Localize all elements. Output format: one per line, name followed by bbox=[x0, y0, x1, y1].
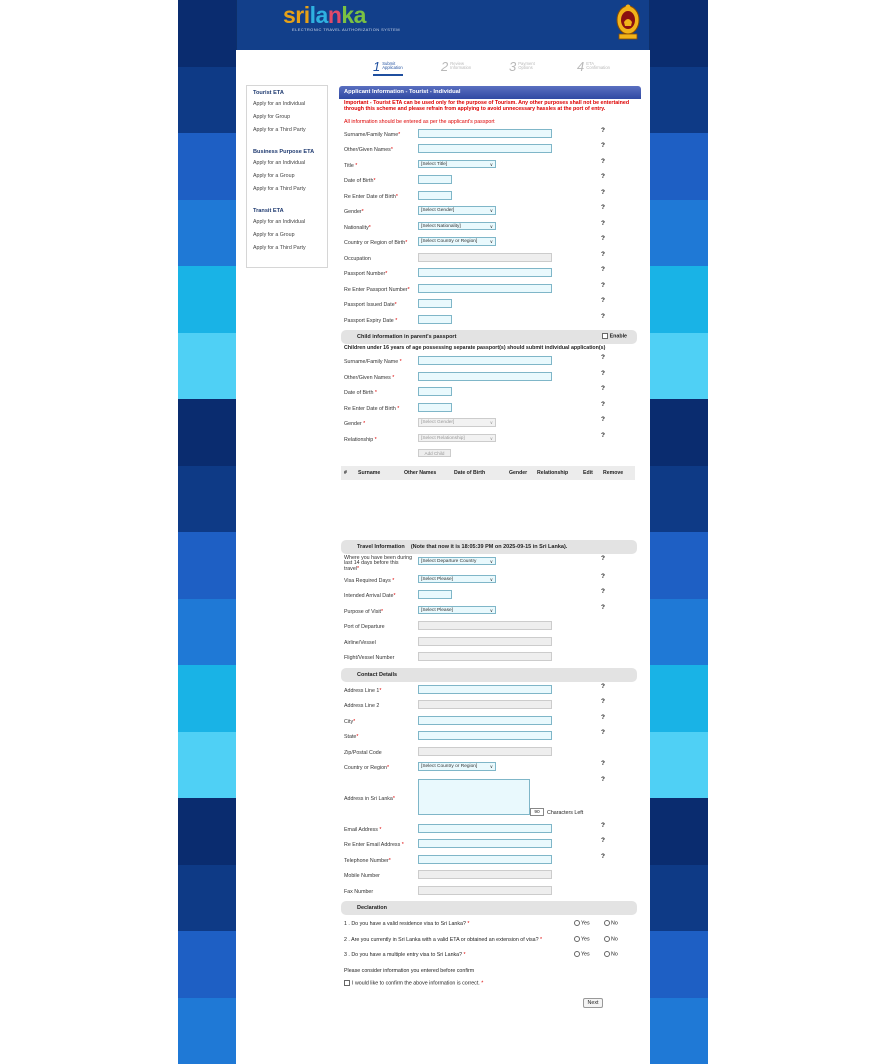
declaration-question: 3 . Do you have a multiple entry visa to Sri Lanka? * bbox=[344, 952, 466, 958]
help-icon[interactable]: ? bbox=[601, 220, 605, 227]
help-icon[interactable]: ? bbox=[601, 555, 605, 562]
step-label: Payment Options bbox=[518, 62, 535, 71]
passport-issued-label: Passport Issued Date* bbox=[344, 302, 397, 308]
declaration-question: 1 . Do you have a valid residence visa to Sri Lanka? * bbox=[344, 921, 469, 927]
help-icon[interactable]: ? bbox=[601, 760, 605, 767]
arrival-date-label: Intended Arrival Date* bbox=[344, 593, 396, 599]
step-2 bbox=[441, 60, 471, 76]
title-select[interactable]: [Select Title] ∨ bbox=[418, 160, 496, 169]
add-child-button[interactable]: Add Child bbox=[418, 449, 451, 457]
child-section-header: Child information in parent's passport Enable bbox=[341, 330, 637, 344]
help-icon[interactable]: ? bbox=[601, 142, 605, 149]
nationality-label: Nationality* bbox=[344, 225, 371, 231]
child-dob-input[interactable] bbox=[418, 387, 452, 396]
help-icon[interactable]: ? bbox=[601, 370, 605, 377]
state-input[interactable] bbox=[418, 731, 552, 740]
child-given-names-label: Other/Given Names * bbox=[344, 375, 394, 381]
airline-row bbox=[339, 635, 641, 651]
column-header: Edit bbox=[580, 470, 600, 476]
help-icon[interactable]: ? bbox=[601, 251, 605, 258]
email-label: Email Address * bbox=[344, 827, 381, 833]
declaration-q3 bbox=[339, 947, 641, 963]
dob-label: Date of Birth* bbox=[344, 178, 376, 184]
sidebar bbox=[246, 85, 328, 268]
surname-row bbox=[339, 127, 641, 143]
port-departure-input[interactable] bbox=[418, 621, 552, 630]
telephone-row bbox=[339, 853, 641, 869]
purpose-label: Purpose of Visit* bbox=[344, 609, 383, 615]
child-surname-label: Surname/Family Name * bbox=[344, 359, 402, 365]
passport-expiry-input[interactable] bbox=[418, 315, 452, 324]
background-band bbox=[178, 599, 236, 666]
re-passport-number-input[interactable] bbox=[418, 284, 552, 293]
flight-input[interactable] bbox=[418, 652, 552, 661]
progress-steps bbox=[373, 60, 638, 78]
surname-input[interactable] bbox=[418, 129, 552, 138]
passport-expiry-row bbox=[339, 313, 641, 329]
re-dob-input[interactable] bbox=[418, 191, 452, 200]
given-names-label: Other/Given Names* bbox=[344, 147, 393, 153]
next-row bbox=[339, 994, 641, 1014]
next-button[interactable]: Next bbox=[583, 998, 603, 1008]
where-row bbox=[339, 555, 641, 573]
help-icon[interactable]: ? bbox=[601, 776, 605, 783]
help-icon[interactable]: ? bbox=[601, 729, 605, 736]
step-4 bbox=[577, 60, 610, 76]
purpose-row bbox=[339, 604, 641, 620]
gender-row bbox=[339, 204, 641, 220]
travel-section-header: Travel Information (Note that now it is 18:05:39 PM on 2025-09-15 in Sri Lanka). bbox=[341, 540, 637, 554]
step-1 bbox=[373, 60, 403, 76]
yes-radio[interactable]: Yes bbox=[574, 920, 590, 926]
background-band bbox=[650, 865, 708, 932]
address2-input[interactable] bbox=[418, 700, 552, 709]
address1-input[interactable] bbox=[418, 685, 552, 694]
title-label: Title * bbox=[344, 163, 357, 169]
occupation-row bbox=[339, 251, 641, 267]
re-dob-row bbox=[339, 189, 641, 205]
declaration-q1 bbox=[339, 916, 641, 932]
contact-section-header: Contact Details bbox=[341, 668, 637, 682]
child-dob-row bbox=[339, 385, 641, 401]
background-band bbox=[650, 333, 708, 400]
dob-input[interactable] bbox=[418, 175, 452, 184]
background-band bbox=[650, 266, 708, 333]
sidebar-link[interactable]: Apply for Group bbox=[253, 114, 321, 127]
passport-issued-row bbox=[339, 297, 641, 313]
zip-label: Zip/Postal Code bbox=[344, 750, 382, 756]
country-row bbox=[339, 760, 641, 776]
background-band bbox=[178, 0, 236, 67]
logo-subtitle: ELECTRONIC TRAVEL AUTHORIZATION SYSTEM bbox=[292, 27, 400, 32]
gender-label: Gender* bbox=[344, 209, 364, 215]
background-band bbox=[178, 865, 236, 932]
background-band bbox=[178, 200, 236, 267]
state-label: State* bbox=[344, 734, 358, 740]
help-icon[interactable]: ? bbox=[601, 266, 605, 273]
background-band bbox=[650, 798, 708, 865]
re-email-label: Re Enter Email Address * bbox=[344, 842, 404, 848]
column-header: Date of Birth bbox=[451, 470, 506, 476]
address1-row bbox=[339, 683, 641, 699]
background-band bbox=[178, 266, 236, 333]
application-form bbox=[339, 86, 641, 1014]
step-3 bbox=[509, 60, 535, 76]
passport-number-label: Passport Number* bbox=[344, 271, 387, 277]
zip-input[interactable] bbox=[418, 747, 552, 756]
background-band bbox=[178, 931, 236, 998]
surname-label: Surname/Family Name* bbox=[344, 132, 400, 138]
port-departure-label: Port of Departure bbox=[344, 624, 385, 630]
site-header bbox=[236, 0, 650, 50]
enable-checkbox[interactable]: Enable bbox=[602, 333, 627, 339]
background-band bbox=[650, 67, 708, 134]
visa-days-label: Visa Required Days * bbox=[344, 578, 394, 584]
nationality-select[interactable]: [Select Nationality] ∨ bbox=[418, 222, 496, 231]
srilanka-logo: srilanka bbox=[283, 2, 366, 29]
declaration-q2 bbox=[339, 932, 641, 948]
declaration-question: 2 . Are you currently in Sri Lanka with a valid ETA or obtained an extension of visa? * bbox=[344, 937, 542, 943]
sidebar-section-title: Business Purpose ETA bbox=[253, 149, 321, 155]
passport-note: All information should be entered as per the applicant's passport bbox=[339, 117, 641, 127]
occupation-label: Occupation bbox=[344, 256, 371, 262]
column-header: Relationship bbox=[534, 470, 580, 476]
child-re-dob-row bbox=[339, 401, 641, 417]
help-icon[interactable]: ? bbox=[601, 822, 605, 829]
help-icon[interactable]: ? bbox=[601, 401, 605, 408]
add-child-row bbox=[339, 447, 641, 463]
country-select[interactable]: [Select Country or Region] ∨ bbox=[418, 762, 496, 771]
child-given-names-row bbox=[339, 370, 641, 386]
child-re-dob-input[interactable] bbox=[418, 403, 452, 412]
help-icon[interactable]: ? bbox=[601, 853, 605, 860]
panel-title: Applicant Information - Tourist - Individual bbox=[339, 86, 641, 99]
sidebar-section bbox=[253, 208, 321, 258]
tourism-warning: Important - Tourist ETA can be used only for the purpose of Tourism. Any other purposes shall not be entertained through this scheme and please refrain from applying to avoid unnecessary hassles at the port of entry. bbox=[339, 100, 641, 113]
help-icon[interactable]: ? bbox=[601, 837, 605, 844]
column-header: Surname bbox=[355, 470, 401, 476]
help-icon[interactable]: ? bbox=[601, 698, 605, 705]
background-band bbox=[650, 732, 708, 799]
confirm-checkbox[interactable]: I would like to confirm the above information is correct. * bbox=[344, 980, 483, 986]
child-relationship-label: Relationship * bbox=[344, 437, 377, 443]
sri-lanka-emblem-icon bbox=[615, 3, 641, 41]
background-band bbox=[178, 665, 236, 732]
fax-label: Fax Number bbox=[344, 889, 373, 895]
help-icon[interactable]: ? bbox=[601, 604, 605, 611]
help-icon[interactable]: ? bbox=[601, 714, 605, 721]
no-radio[interactable]: No bbox=[604, 920, 618, 926]
flight-row bbox=[339, 650, 641, 666]
birth-country-row bbox=[339, 235, 641, 251]
passport-number-row bbox=[339, 266, 641, 282]
background-band bbox=[178, 998, 236, 1064]
airline-input[interactable] bbox=[418, 637, 552, 646]
sidebar-link[interactable]: Apply for a Third Party bbox=[253, 245, 321, 258]
flight-label: Flight/Vessel Number bbox=[344, 655, 394, 661]
help-icon[interactable]: ? bbox=[601, 683, 605, 690]
sidebar-link[interactable]: Apply for a Group bbox=[253, 232, 321, 245]
help-icon[interactable]: ? bbox=[601, 354, 605, 361]
step-number: 1 bbox=[373, 60, 380, 73]
background-band bbox=[650, 133, 708, 200]
mobile-label: Mobile Number bbox=[344, 873, 380, 879]
address1-label: Address Line 1* bbox=[344, 688, 381, 694]
consider-row bbox=[339, 963, 641, 979]
address-sl-row bbox=[339, 776, 641, 822]
sidebar-section bbox=[253, 149, 321, 199]
where-select[interactable]: [Select Departure Country ∨ bbox=[418, 557, 496, 566]
child-relationship-select[interactable]: [Select Relationship] ∨ bbox=[418, 434, 496, 443]
child-relationship-row bbox=[339, 432, 641, 448]
child-gender-select[interactable]: [Select Gender] ∨ bbox=[418, 418, 496, 427]
background-band bbox=[178, 732, 236, 799]
yes-radio[interactable]: Yes bbox=[574, 936, 590, 942]
mobile-row bbox=[339, 868, 641, 884]
background-band bbox=[178, 133, 236, 200]
fax-row bbox=[339, 884, 641, 900]
child-given-names-input[interactable] bbox=[418, 372, 552, 381]
sidebar-link[interactable]: Apply for an Individual bbox=[253, 219, 321, 232]
child-re-dob-label: Re Enter Date of Birth * bbox=[344, 406, 399, 412]
nationality-row bbox=[339, 220, 641, 236]
child-note: Children under 16 years of age possessing separate passport(s) should submit individual application(s) bbox=[339, 345, 641, 354]
given-names-row bbox=[339, 142, 641, 158]
fax-input[interactable] bbox=[418, 886, 552, 895]
email-row bbox=[339, 822, 641, 838]
child-gender-label: Gender * bbox=[344, 421, 365, 427]
passport-issued-input[interactable] bbox=[418, 299, 452, 308]
sidebar-link[interactable]: Apply for a Third Party bbox=[253, 186, 321, 199]
step-label: Submit Application bbox=[382, 62, 403, 71]
address-sl-label: Address in Sri Lanka* bbox=[344, 796, 395, 802]
re-dob-label: Re Enter Date of Birth* bbox=[344, 194, 398, 200]
city-label: City* bbox=[344, 719, 355, 725]
gender-select[interactable]: [Select Gender] ∨ bbox=[418, 206, 496, 215]
child-table-header bbox=[341, 466, 635, 480]
background-band bbox=[650, 200, 708, 267]
left-background-bands bbox=[178, 0, 236, 1024]
help-icon[interactable]: ? bbox=[601, 416, 605, 423]
re-email-input[interactable] bbox=[418, 839, 552, 848]
column-header: Remove bbox=[600, 470, 630, 476]
background-band bbox=[650, 532, 708, 599]
sidebar-section-title: Tourist ETA bbox=[253, 90, 321, 96]
column-header: # bbox=[341, 470, 355, 476]
background-band bbox=[650, 0, 708, 67]
chars-left-label: Characters Left bbox=[547, 810, 583, 816]
telephone-input[interactable] bbox=[418, 855, 552, 864]
background-band bbox=[650, 931, 708, 998]
chars-left-counter: 90 bbox=[530, 808, 544, 816]
background-band bbox=[650, 399, 708, 466]
visa-days-select[interactable]: [Select Please] ∨ bbox=[418, 575, 496, 584]
given-names-input[interactable] bbox=[418, 144, 552, 153]
background-band bbox=[178, 67, 236, 134]
sidebar-link[interactable]: Apply for an Individual bbox=[253, 101, 321, 114]
help-icon[interactable]: ? bbox=[601, 158, 605, 165]
main-content bbox=[238, 50, 646, 1024]
column-header: Other Names bbox=[401, 470, 451, 476]
step-label: ETA Confirmation bbox=[586, 62, 610, 71]
birth-country-label: Country or Region of Birth* bbox=[344, 240, 407, 246]
step-number: 3 bbox=[509, 60, 516, 73]
zip-row bbox=[339, 745, 641, 761]
sidebar-section bbox=[253, 90, 321, 140]
child-table bbox=[341, 466, 635, 540]
title-row bbox=[339, 158, 641, 174]
background-band bbox=[650, 665, 708, 732]
background-band bbox=[650, 998, 708, 1064]
child-dob-label: Date of Birth * bbox=[344, 390, 377, 396]
passport-number-input[interactable] bbox=[418, 268, 552, 277]
birth-country-select[interactable]: [Select Country or Region] ∨ bbox=[418, 237, 496, 246]
help-icon[interactable]: ? bbox=[601, 385, 605, 392]
mobile-input[interactable] bbox=[418, 870, 552, 879]
address2-label: Address Line 2 bbox=[344, 703, 379, 709]
background-band bbox=[178, 798, 236, 865]
background-band bbox=[650, 599, 708, 666]
background-band bbox=[178, 466, 236, 533]
arrival-date-row bbox=[339, 588, 641, 604]
background-band bbox=[178, 532, 236, 599]
passport-expiry-label: Passport Expiry Date * bbox=[344, 318, 397, 324]
re-passport-number-label: Re Enter Passport Number* bbox=[344, 287, 410, 293]
airline-label: Airline/Vessel bbox=[344, 640, 376, 646]
step-label: Review Information bbox=[450, 62, 471, 71]
where-label: Where you have been during last 14 days before this travel* bbox=[344, 556, 414, 573]
help-icon[interactable]: ? bbox=[601, 127, 605, 134]
sidebar-section-title: Transit ETA bbox=[253, 208, 321, 214]
re-email-row bbox=[339, 837, 641, 853]
occupation-input[interactable] bbox=[418, 253, 552, 262]
address2-row bbox=[339, 698, 641, 714]
sidebar-link[interactable]: Apply for a Group bbox=[253, 173, 321, 186]
background-band bbox=[178, 333, 236, 400]
column-header: Gender bbox=[506, 470, 534, 476]
help-icon[interactable]: ? bbox=[601, 313, 605, 320]
no-radio[interactable]: No bbox=[604, 936, 618, 942]
help-icon[interactable]: ? bbox=[601, 282, 605, 289]
background-band bbox=[650, 466, 708, 533]
declaration-section-header: Declaration bbox=[341, 901, 637, 915]
help-icon[interactable]: ? bbox=[601, 204, 605, 211]
city-row bbox=[339, 714, 641, 730]
sidebar-link[interactable]: Apply for an Individual bbox=[253, 160, 321, 173]
telephone-label: Telephone Number* bbox=[344, 858, 391, 864]
child-surname-row bbox=[339, 354, 641, 370]
consider-text: Please consider information you entered before confirm bbox=[344, 968, 474, 974]
help-icon[interactable]: ? bbox=[601, 573, 605, 580]
address-sl-textarea[interactable] bbox=[418, 779, 530, 815]
child-gender-row bbox=[339, 416, 641, 432]
re-passport-number-row bbox=[339, 282, 641, 298]
yes-radio[interactable]: Yes bbox=[574, 951, 590, 957]
visa-days-row bbox=[339, 573, 641, 589]
step-number: 2 bbox=[441, 60, 448, 73]
arrival-date-input[interactable] bbox=[418, 590, 452, 599]
country-label: Country or Region* bbox=[344, 765, 389, 771]
port-departure-row bbox=[339, 619, 641, 635]
help-icon[interactable]: ? bbox=[601, 235, 605, 242]
purpose-select[interactable]: [Select Please] ∨ bbox=[418, 606, 496, 615]
confirm-row bbox=[339, 978, 641, 994]
state-row bbox=[339, 729, 641, 745]
step-number: 4 bbox=[577, 60, 584, 73]
city-input[interactable] bbox=[418, 716, 552, 725]
background-band bbox=[178, 399, 236, 466]
child-surname-input[interactable] bbox=[418, 356, 552, 365]
sidebar-link[interactable]: Apply for a Third Party bbox=[253, 127, 321, 140]
dob-row bbox=[339, 173, 641, 189]
email-input[interactable] bbox=[418, 824, 552, 833]
help-icon[interactable]: ? bbox=[601, 173, 605, 180]
help-icon[interactable]: ? bbox=[601, 432, 605, 439]
help-icon[interactable]: ? bbox=[601, 588, 605, 595]
no-radio[interactable]: No bbox=[604, 951, 618, 957]
help-icon[interactable]: ? bbox=[601, 189, 605, 196]
help-icon[interactable]: ? bbox=[601, 297, 605, 304]
right-background-bands bbox=[650, 0, 708, 1024]
